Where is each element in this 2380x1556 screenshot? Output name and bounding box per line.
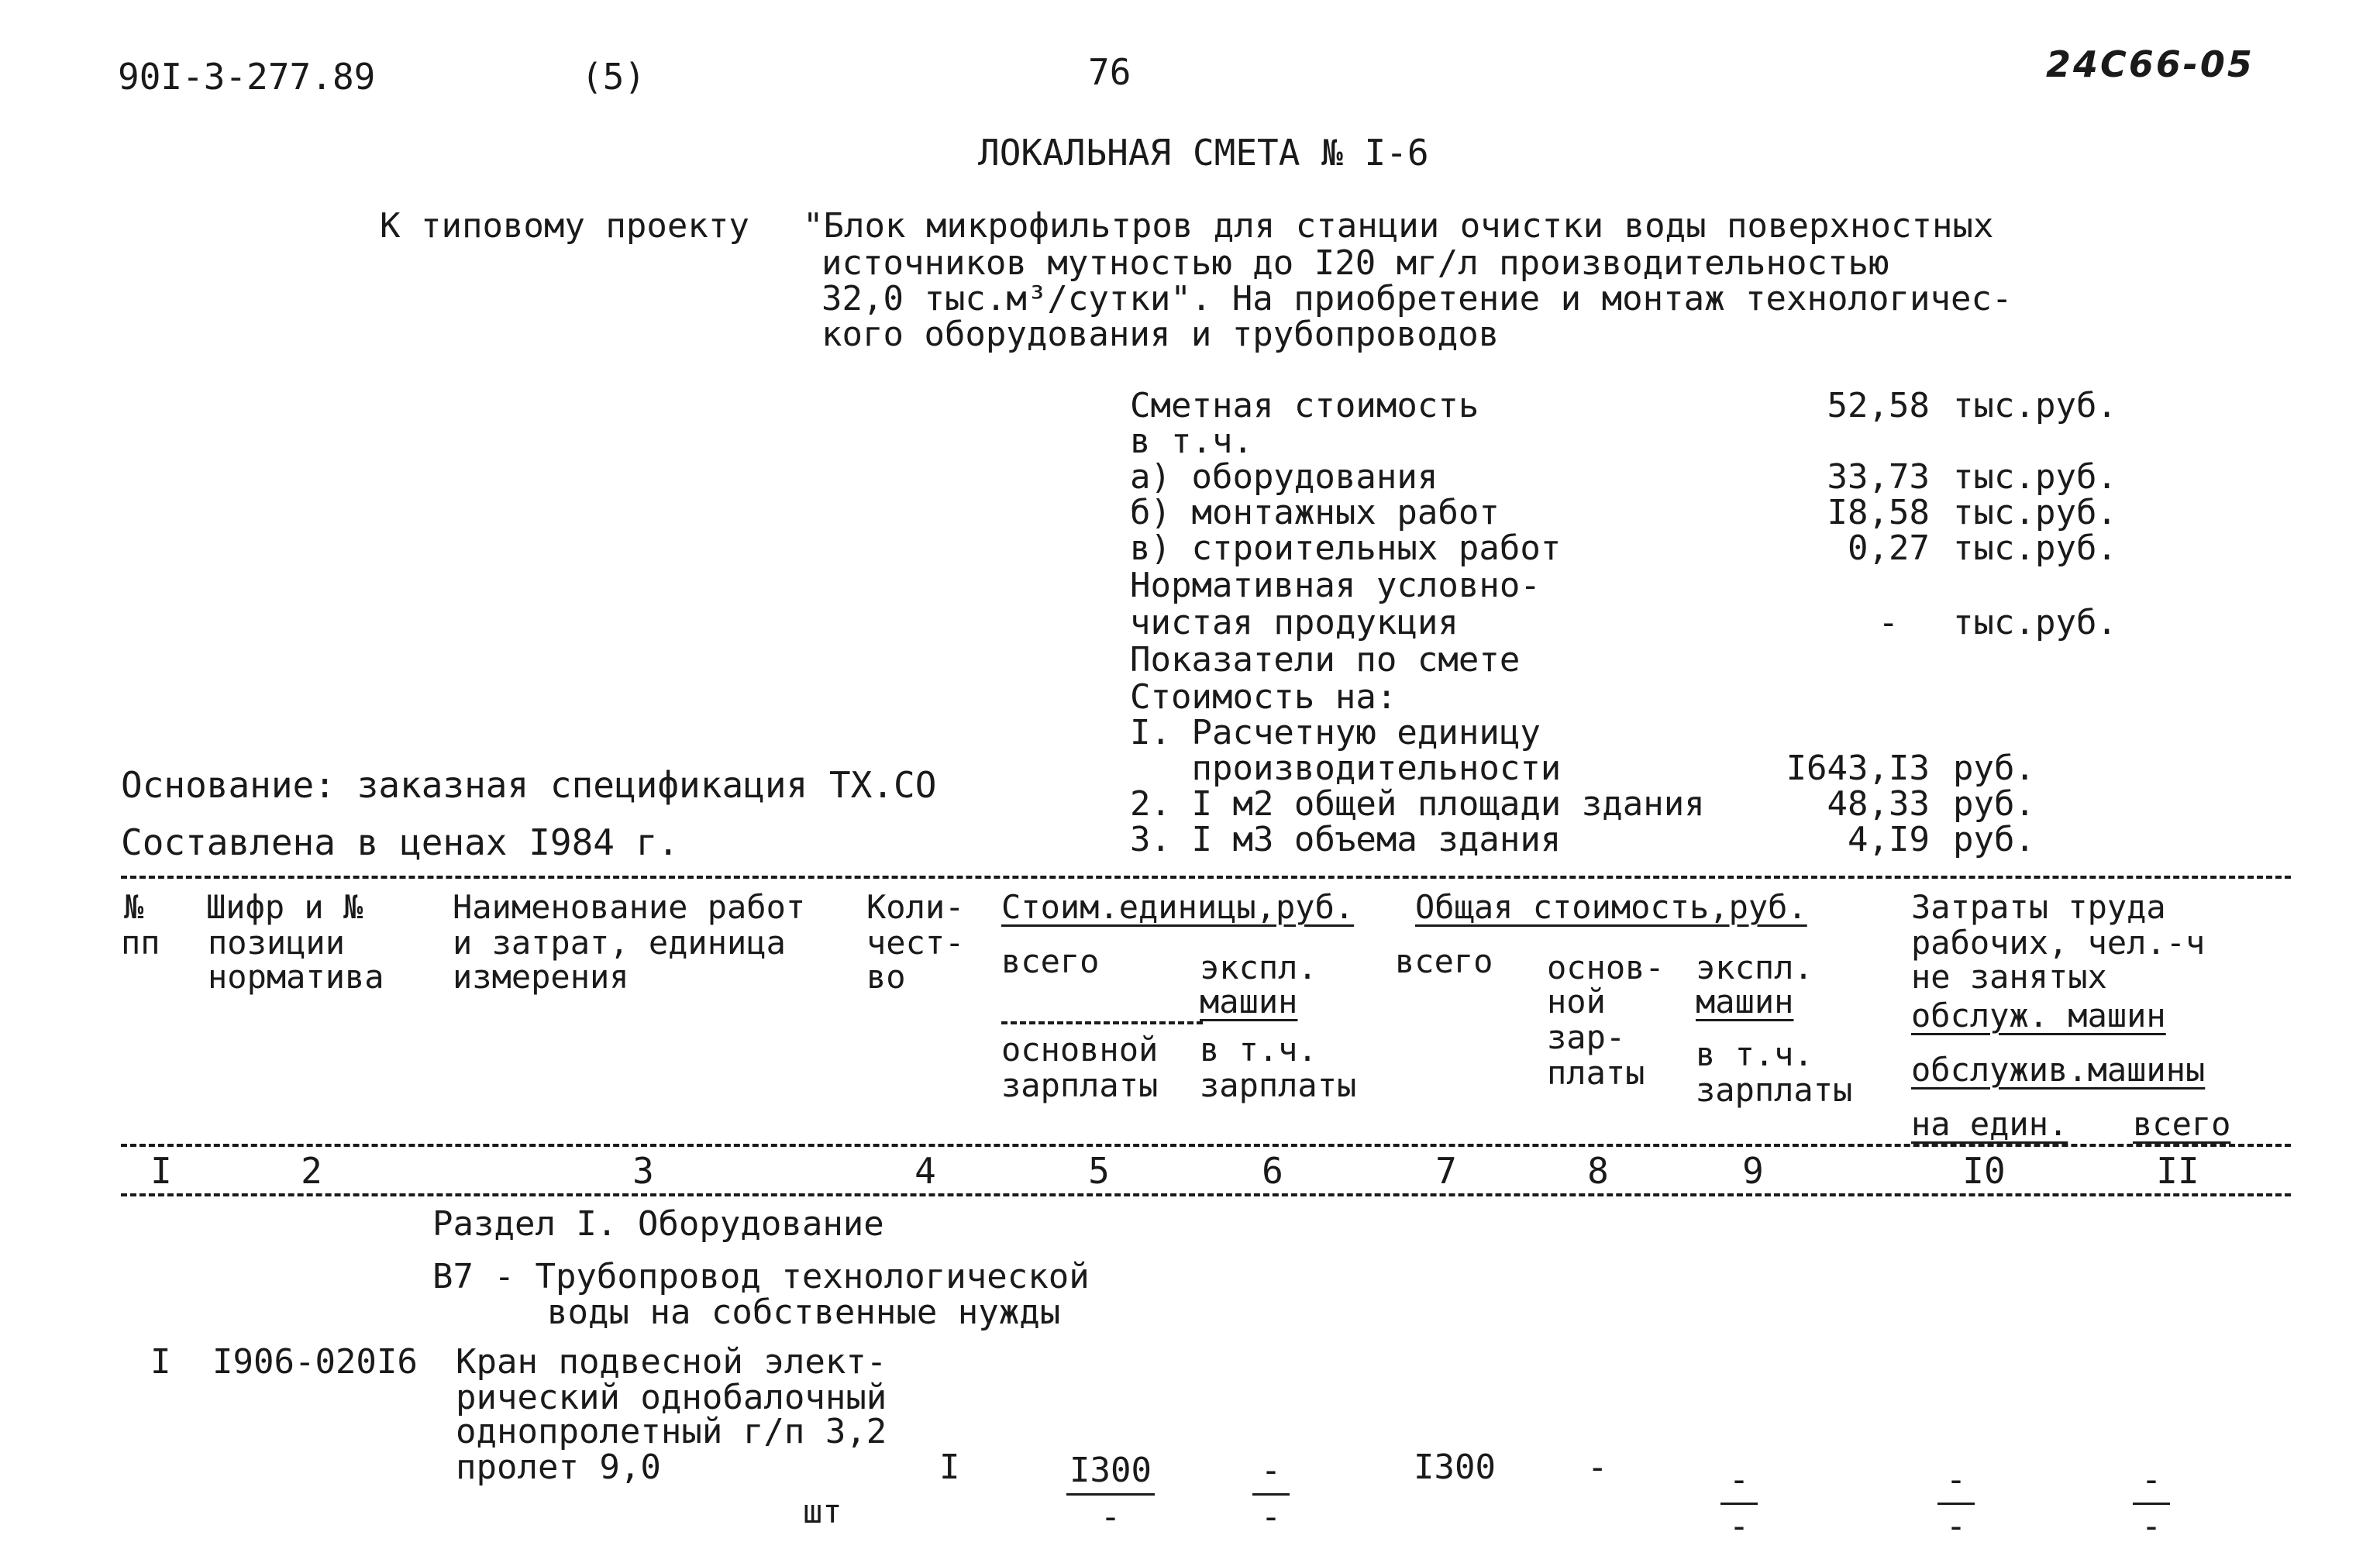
summary-label: Нормативная условно- (1130, 566, 1541, 605)
col9-header-bottom: зарплаты (1696, 1071, 1853, 1109)
summary-label: в) строительных работ (1130, 528, 1562, 568)
summary-label: чистая продукция (1130, 603, 1459, 642)
row-labor-per-unit-value: - (1937, 1460, 1975, 1505)
col-number-header: № (124, 888, 144, 926)
labor-group-header: Затраты труда (1911, 888, 2166, 926)
row-labor-per-unit-service: - (1945, 1506, 1967, 1546)
column-number: 9 (1742, 1150, 1764, 1192)
column-number: 2 (301, 1150, 322, 1192)
summary-value: I8,58 (1827, 493, 1930, 532)
summary-label: производительности (1130, 749, 1562, 788)
row-labor-total-service: - (2141, 1506, 2162, 1546)
row-labor-total (2133, 1460, 2170, 1546)
col5-header-bottom: зарплаты (1001, 1066, 1159, 1104)
col-name-header: измерения (453, 958, 629, 996)
col5-header-bottom: основной (1001, 1031, 1159, 1069)
column-number: I0 (1962, 1150, 2006, 1192)
labor-group-header: не занятых (1911, 958, 2107, 996)
summary-unit: тыс.руб. (1953, 457, 2117, 497)
project-line: источников мутностью до I20 мг/л производительностью (821, 243, 1889, 283)
row-name: однопролетный г/п 3,2 (456, 1412, 887, 1451)
summary-value: 4,I9 (1848, 820, 1930, 859)
col8-header: ной (1547, 983, 1606, 1021)
row-total-machines-value: - (1720, 1460, 1758, 1505)
summary-label: Стоимость на: (1130, 677, 1397, 717)
row-unit-machines-wage: - (1260, 1497, 1282, 1537)
summary-value: 48,33 (1827, 784, 1930, 824)
summary-label: I. Расчетную единицу (1130, 713, 1541, 752)
page-number: 76 (1088, 51, 1131, 93)
labor-header-service-machines: обслужив.машины (1911, 1051, 2206, 1089)
project-line: "Блок микрофильтров для станции очистки воды поверхностных (803, 206, 1994, 246)
summary-value: 52,58 (1827, 386, 1930, 425)
document-title: ЛОКАЛЬНАЯ СМЕТА № I-6 (978, 132, 1429, 174)
col-qty-header: чест- (866, 924, 965, 962)
row-unit-cost-total: I300 (1066, 1451, 1155, 1496)
header-rule-bottom (121, 1193, 2291, 1196)
summary-value: - (1878, 603, 1899, 642)
summary-value: 0,27 (1848, 528, 1930, 568)
col9-header-top: машин (1696, 983, 1794, 1021)
column-number: I (150, 1150, 172, 1192)
row-code: I906-020I6 (212, 1342, 418, 1382)
unit-cost-group-header: Стоим.единицы,руб. (1001, 888, 1355, 926)
col-code-header: норматива (208, 958, 384, 996)
column-number: 5 (1088, 1150, 1110, 1192)
summary-unit: тыс.руб. (1953, 603, 2117, 642)
row-labor-total-value: - (2133, 1460, 2170, 1505)
column-number: 3 (632, 1150, 654, 1192)
summary-label: б) монтажных работ (1130, 493, 1500, 532)
basis-line: Основание: заказная спецификация ТХ.СО (121, 764, 937, 806)
col10-header: на един. (1911, 1105, 2068, 1143)
header-rule-middle (121, 1144, 2291, 1147)
col-qty-header: Коли- (866, 888, 965, 926)
col5-divider (1001, 1021, 1203, 1024)
row-name: Кран подвесной элект- (456, 1342, 887, 1382)
summary-unit: тыс.руб. (1953, 386, 2117, 425)
labor-group-header: рабочих, чел.-ч (1911, 924, 2206, 962)
header-rule-top (121, 876, 2291, 879)
row-number: I (150, 1342, 171, 1382)
row-total-cost: I300 (1414, 1448, 1496, 1487)
col8-header: основ- (1547, 948, 1665, 986)
col6-header-top: экспл. (1200, 948, 1317, 986)
row-unit-cost-wage: - (1100, 1497, 1121, 1537)
column-number: II (2156, 1150, 2199, 1192)
handwritten-reference: 24C66-05 (2046, 43, 2254, 85)
col8-header: зар- (1547, 1018, 1626, 1056)
col9-header-bottom: в т.ч. (1696, 1035, 1813, 1073)
row-quantity: I (939, 1448, 960, 1487)
col11-header: всего (2133, 1105, 2231, 1143)
row-total-machines (1720, 1460, 1758, 1546)
col-code-header: Шифр и № (206, 888, 363, 926)
summary-unit: руб. (1953, 784, 2035, 824)
summary-label: в т.ч. (1130, 422, 1253, 461)
col6-header-top: машин (1200, 983, 1298, 1021)
row-total-machines-wage: - (1728, 1506, 1750, 1546)
summary-label: 2. I м2 общей площади здания (1130, 784, 1705, 824)
col-number-header: пп (121, 924, 160, 962)
summary-label: а) оборудования (1130, 457, 1438, 497)
row-unit-machines (1252, 1451, 1290, 1537)
summary-unit: руб. (1953, 749, 2035, 788)
total-cost-group-header: Общая стоимость,руб. (1415, 888, 1807, 926)
row-unit: шт (803, 1492, 842, 1530)
project-line: 32,0 тыс.м³/сутки". На приобретение и монтаж технологичес- (821, 279, 2013, 318)
row-total-wage: - (1587, 1448, 1608, 1487)
column-number: 8 (1587, 1150, 1609, 1192)
project-prefix: К типовому проекту (380, 206, 749, 246)
summary-label: 3. I м3 объема здания (1130, 820, 1562, 859)
subsection-title: В7 - Трубопровод технологической (432, 1257, 1090, 1296)
album-number: (5) (581, 56, 646, 98)
summary-label: Показатели по смете (1130, 640, 1521, 680)
document-code: 90I-3-277.89 (118, 56, 376, 98)
col-code-header: позиции (208, 924, 346, 962)
col-qty-header: во (866, 958, 906, 996)
summary-unit: тыс.руб. (1953, 528, 2117, 568)
summary-value: I643,I3 (1786, 749, 1930, 788)
row-name: пролет 9,0 (456, 1448, 661, 1487)
section-title: Раздел I. Оборудование (432, 1204, 884, 1244)
col6-header-bottom: зарплаты (1200, 1066, 1357, 1104)
subsection-title: воды на собственные нужды (547, 1293, 1061, 1332)
summary-value: 33,73 (1827, 457, 1930, 497)
col6-header-bottom: в т.ч. (1200, 1031, 1317, 1069)
col8-header: платы (1547, 1054, 1645, 1092)
column-number: 6 (1262, 1150, 1283, 1192)
row-unit-cost (1066, 1451, 1155, 1537)
labor-header-service: обслуж. машин (1911, 997, 2166, 1034)
col7-header: всего (1395, 942, 1493, 980)
col-name-header: и затрат, единица (453, 924, 786, 962)
summary-unit: тыс.руб. (1953, 493, 2117, 532)
col9-header-top: экспл. (1696, 948, 1813, 986)
col5-header-top: всего (1001, 942, 1100, 980)
col-name-header: Наименование работ (453, 888, 806, 926)
row-name: рический однобалочный (456, 1378, 887, 1417)
summary-unit: руб. (1953, 820, 2035, 859)
column-number: 7 (1435, 1150, 1457, 1192)
row-labor-per-unit (1937, 1460, 1975, 1546)
summary-label: Сметная стоимость (1130, 386, 1479, 425)
project-line: кого оборудования и трубопроводов (821, 315, 1500, 354)
price-base-line: Составлена в ценах I984 г. (121, 821, 680, 863)
column-number: 4 (914, 1150, 936, 1192)
row-unit-machines-value: - (1252, 1451, 1290, 1496)
